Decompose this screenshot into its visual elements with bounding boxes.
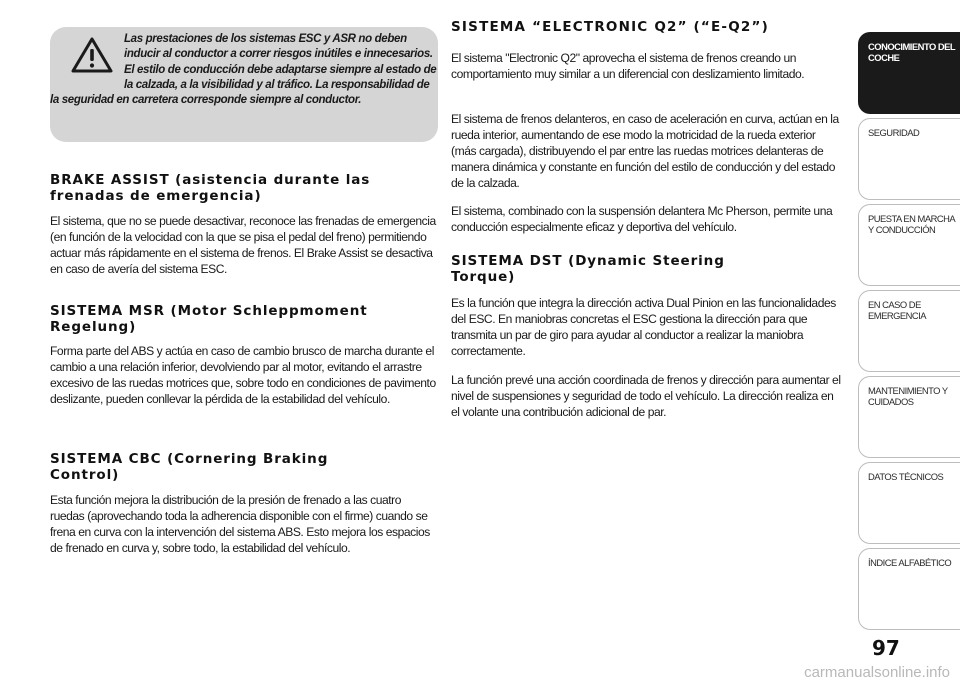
tab-mantenimiento[interactable]: MANTENIMIENTO Y CUIDADOS (858, 376, 960, 458)
warning-text: Las prestaciones de los sistemas ESC y ASR no deben inducir al conductor a correr riesgos inútiles e innecesarios. El estilo de conducción debe adaptarse siempre al estado de la calzada, a la visibilidad y al tráfico. La responsabilidad de la seguridad en carretera corresponde siempre al conductor. (50, 33, 437, 107)
tab-indice-alfabetico[interactable]: ÍNDICE ALFABÉTICO (858, 548, 960, 630)
cbc-heading: SISTEMA CBC (Cornering Braking Control) (50, 451, 329, 483)
chapter-tabs (858, 0, 960, 686)
eq2-paragraph-1: El sistema "Electronic Q2" aprovecha el sistema de frenos creando un comportamiento muy similar a un diferencial con deslizamiento limitado. (451, 51, 805, 81)
brake-assist-heading: BRAKE ASSIST (asistencia durante las frenadas de emergencia) (50, 172, 371, 204)
msr-heading: SISTEMA MSR (Motor Schleppmoment Regelung) (50, 303, 368, 335)
msr-paragraph: Forma parte del ABS y actúa en caso de cambio brusco de marcha durante el cambio a una relación inferior, devolviendo par al motor, evitando el arrastre excesivo de las ruedas motrices que, sobre todo en condiciones de pavimento deslizante, pueden conllevar la pérdida de la estabilidad del vehículo. (50, 344, 436, 406)
tab-datos-tecnicos[interactable]: DATOS TÉCNICOS (858, 462, 960, 544)
tab-puesta-en-marcha[interactable]: PUESTA EN MARCHA Y CONDUCCIÓN (858, 204, 960, 286)
tab-conocimiento-del-coche[interactable]: CONOCIMIENTO DEL COCHE (858, 32, 960, 114)
dst-paragraph-2: La función prevé una acción coordinada de frenos y dirección para aumentar el nivel de suspensiones y seguridad de todo el vehículo. La dirección realiza en el volante una contribución adicional de par. (451, 373, 841, 419)
dst-heading: SISTEMA DST (Dynamic Steering Torque) (451, 253, 725, 285)
eq2-paragraph-3: El sistema, combinado con la suspensión delantera Mc Pherson, permite una conducción especialmente eficaz y deportiva del vehículo. (451, 204, 833, 234)
eq2-paragraph-2: El sistema de frenos delanteros, en caso de aceleración en curva, actúan en la rueda interior, aumentando de ese modo la motricidad de la rueda exterior (más cargada), distribuyendo el par entre las ruedas motrices delanteras de manera dinámica y constante en función del estilo de conducción y del estado de la calzada. (451, 112, 839, 190)
tab-seguridad[interactable]: SEGURIDAD (858, 118, 960, 200)
watermark: carmanualsonline.info (804, 664, 950, 681)
warning-box (50, 27, 438, 142)
brake-assist-paragraph: El sistema, que no se puede desactivar, reconoce las frenadas de emergencia (en función de la velocidad con la que se pisa el pedal del freno) permitiendo actuar más rápidamente en el sistema de frenos. El Brake Assist se desactiva en caso de avería del sistema ESC. (50, 214, 436, 276)
eq2-heading: SISTEMA “ELECTRONIC Q2” (“E-Q2”) (451, 19, 769, 35)
tab-en-caso-de-emergencia[interactable]: EN CASO DE EMERGENCIA (858, 290, 960, 372)
dst-paragraph-1: Es la función que integra la dirección activa Dual Pinion en las funcionalidades del ESC. En maniobras concretas el ESC gestiona la dirección para que transmita un par de giro para ayudar al conductor a realizar la maniobra correctamente. (451, 296, 836, 358)
page-number: 97 (872, 636, 900, 660)
cbc-paragraph: Esta función mejora la distribución de la presión de frenado a las cuatro ruedas (aprovechando toda la adherencia disponible con el firme) cuando se frena en curva con la intervención del sistema ABS. Esto mejora los espacios de frenado en curva y, sobre todo, la estabilidad del vehículo. (50, 493, 430, 555)
